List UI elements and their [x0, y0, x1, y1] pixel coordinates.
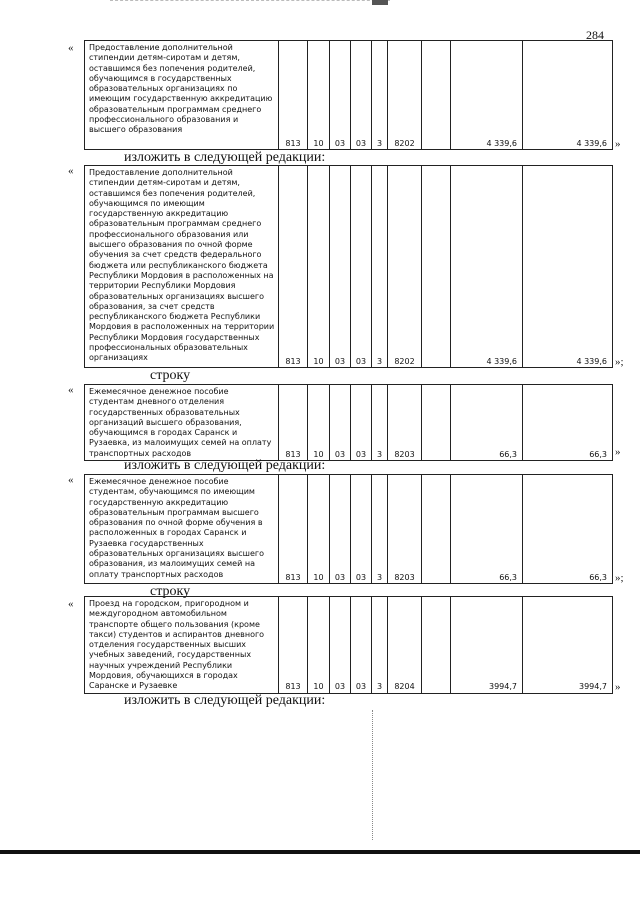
row-description: Предоставление дополнительной стипендии детям-сиротам и детям, оставшимся без попечения родителей, обучающимся по имеющим государственную аккредитацию образовательным программам среднего профессионального образования или высшего образования по очной форме обучения за счет средств федерального бюджета или республиканского бюджета Республики Мордовия в расположенных на территории Республики Мордовия образовательных организациях высшего образования, за счет средств республиканского бюджета Республики Мордовия в расположенных на территории Республики Мордовия государственных профессиональных образовательных организациях	[85, 166, 279, 368]
phrase-replace: изложить в следующей редакции:	[124, 458, 326, 473]
cell-rz: 10	[308, 41, 330, 150]
cell-sum-2: 4 339,6	[523, 41, 613, 150]
cell-sub: 8204	[388, 597, 422, 694]
cell-ved: 813	[279, 597, 308, 694]
quote-open: «	[68, 165, 74, 177]
cell-ved: 813	[279, 475, 308, 584]
cell-sum-1: 66,3	[451, 475, 523, 584]
cell-sum-1: 4 339,6	[451, 166, 523, 368]
budget-table-row-4	[84, 474, 613, 584]
page-number: 284	[586, 28, 604, 42]
cell-vr	[422, 41, 451, 150]
cell-vr	[422, 166, 451, 368]
quote-open: «	[68, 474, 74, 486]
cell-ved: 813	[279, 385, 308, 461]
cell-sp: 3	[372, 597, 388, 694]
cell-sum-2: 66,3	[523, 385, 613, 461]
quote-close: »	[615, 446, 621, 458]
cell-vr	[422, 385, 451, 461]
row-description: Ежемесячное денежное пособие студентам, обучающимся по имеющим государственную аккредитацию образовательным программам высшего образования по очной форме обучения в расположенных в городах Саранск и Рузаевка государственных образовательных организациях высшего образования, из малоимущих семей на оплату транспортных расходов	[85, 475, 279, 584]
cell-sum-1: 3994,7	[451, 597, 523, 694]
row-description: Проезд на городском, пригородном и междугородном автомобильном транспорте общего пользования (кроме такси) студентов и аспирантов дневного отделения государственных высших учебных заведений, государственных научных учреждений Республики Мордовия, обучающихся в городах Саранске и Рузаевке	[85, 597, 279, 694]
cell-rz: 10	[308, 385, 330, 461]
quote-close: »;	[615, 572, 624, 584]
cell-sub: 8203	[388, 475, 422, 584]
cell-gp: 03	[351, 385, 372, 461]
cell-sub: 8203	[388, 385, 422, 461]
scan-bottom-bar	[0, 850, 640, 854]
cell-sp: 3	[372, 41, 388, 150]
cell-vr	[422, 475, 451, 584]
cell-sum-2: 66,3	[523, 475, 613, 584]
cell-sum-2: 4 339,6	[523, 166, 613, 368]
cell-sp: 3	[372, 166, 388, 368]
cell-sum-1: 4 339,6	[451, 41, 523, 150]
budget-table-row-1	[84, 40, 613, 150]
quote-open: «	[68, 384, 74, 396]
budget-table-row-5	[84, 596, 613, 694]
cell-rz: 10	[308, 166, 330, 368]
cell-vr	[422, 597, 451, 694]
quote-close: »	[615, 138, 621, 150]
cell-gp: 03	[351, 41, 372, 150]
cell-pr: 03	[330, 166, 351, 368]
cell-gp: 03	[351, 597, 372, 694]
cell-sp: 3	[372, 385, 388, 461]
scan-artifact-dots	[372, 710, 374, 840]
quote-open: «	[68, 598, 74, 610]
phrase-replace: изложить в следующей редакции:	[124, 693, 326, 708]
cell-pr: 03	[330, 475, 351, 584]
cell-sum-2: 3994,7	[523, 597, 613, 694]
cell-gp: 03	[351, 166, 372, 368]
cell-gp: 03	[351, 475, 372, 584]
cell-rz: 10	[308, 597, 330, 694]
cell-sub: 8202	[388, 166, 422, 368]
row-description: Ежемесячное денежное пособие студентам дневного отделения государственных образовательных организаций высшего образования, обучающимся в городах Саранск и Рузаевка, из малоимущих семей на оплату транспортных расходов	[85, 385, 279, 461]
cell-sum-1: 66,3	[451, 385, 523, 461]
phrase-line: строку	[150, 584, 191, 599]
row-description: Предоставление дополнительной стипендии детям-сиротам и детям, оставшимся без попечения родителей, обучающимся в государственных образовательных организациях по имеющим государственную аккредитацию образовательным программам среднего профессионального образования и высшего образования	[85, 41, 279, 150]
scan-artifact-top	[110, 0, 390, 4]
cell-pr: 03	[330, 41, 351, 150]
cell-sp: 3	[372, 475, 388, 584]
phrase-replace: изложить в следующей редакции:	[124, 150, 326, 165]
budget-table-row-2	[84, 165, 613, 368]
cell-rz: 10	[308, 475, 330, 584]
phrase-line: строку	[150, 368, 191, 383]
quote-open: «	[68, 42, 74, 54]
quote-close: »	[615, 681, 621, 693]
cell-pr: 03	[330, 597, 351, 694]
cell-ved: 813	[279, 166, 308, 368]
cell-pr: 03	[330, 385, 351, 461]
budget-table-row-3	[84, 384, 613, 461]
scan-artifact-mark	[372, 0, 388, 5]
quote-close: »;	[615, 356, 624, 368]
cell-ved: 813	[279, 41, 308, 150]
cell-sub: 8202	[388, 41, 422, 150]
